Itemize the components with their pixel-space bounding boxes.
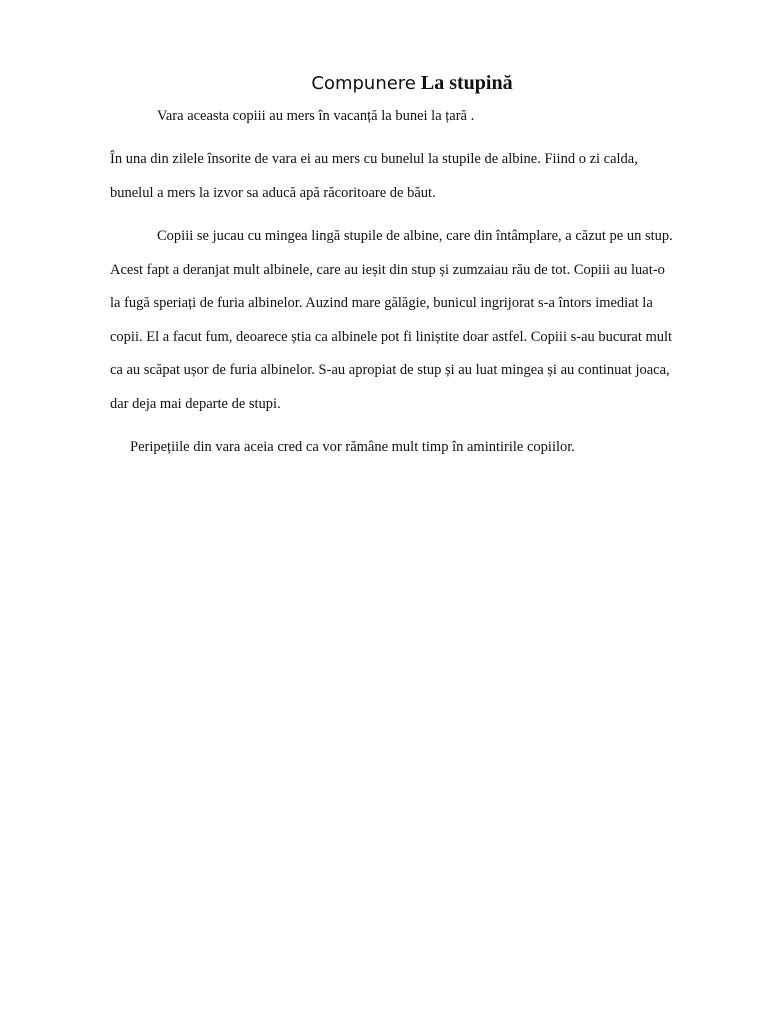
paragraph-1-line-1: Vara aceasta copiii au mers în vacanță la bunei la țară . xyxy=(157,108,475,124)
document-title xyxy=(0,68,768,99)
paragraph-3-line-2: Acest fapt a deranjat mult albinele, care au ieșit din stup și zumzaiau rău de tot. Copiii au luat-o xyxy=(110,262,665,278)
paragraph-3-line-5: ca au scăpat ușor de furia albinelor. S-au apropiat de stup și au luat mingea și au continuat joaca, xyxy=(110,362,670,378)
paragraph-4-line-1: Peripețiile din vara aceia cred ca vor rămâne mult timp în amintirile copiilor. xyxy=(130,439,575,455)
paragraph-2-line-1: În una din zilele însorite de vara ei au mers cu bunelul la stupile de albine. Fiind o zi calda, xyxy=(110,151,638,167)
paragraph-3-line-3: la fugă speriați de furia albinelor. Auzind mare gălăgie, bunicul ingrijorat s-a întors imediat la xyxy=(110,295,653,311)
paragraph-2-line-2: bunelul a mers la izvor sa aducă apă răcoritoare de băut. xyxy=(110,185,436,201)
paragraph-3-line-4: copii. El a facut fum, deoarece știa ca albinele pot fi liniștite doar astfel. Copiii s-au bucurat mult xyxy=(110,329,673,345)
title-main: La stupină xyxy=(420,72,513,94)
paragraph-3-line-6: dar deja mai departe de stupi. xyxy=(110,396,281,412)
paragraph-3-line-1: Copiii se jucau cu mingea lingă stupile de albine, care din întâmplare, a căzut pe un stup. xyxy=(157,228,673,244)
title-prefix: Compunere xyxy=(311,73,416,94)
